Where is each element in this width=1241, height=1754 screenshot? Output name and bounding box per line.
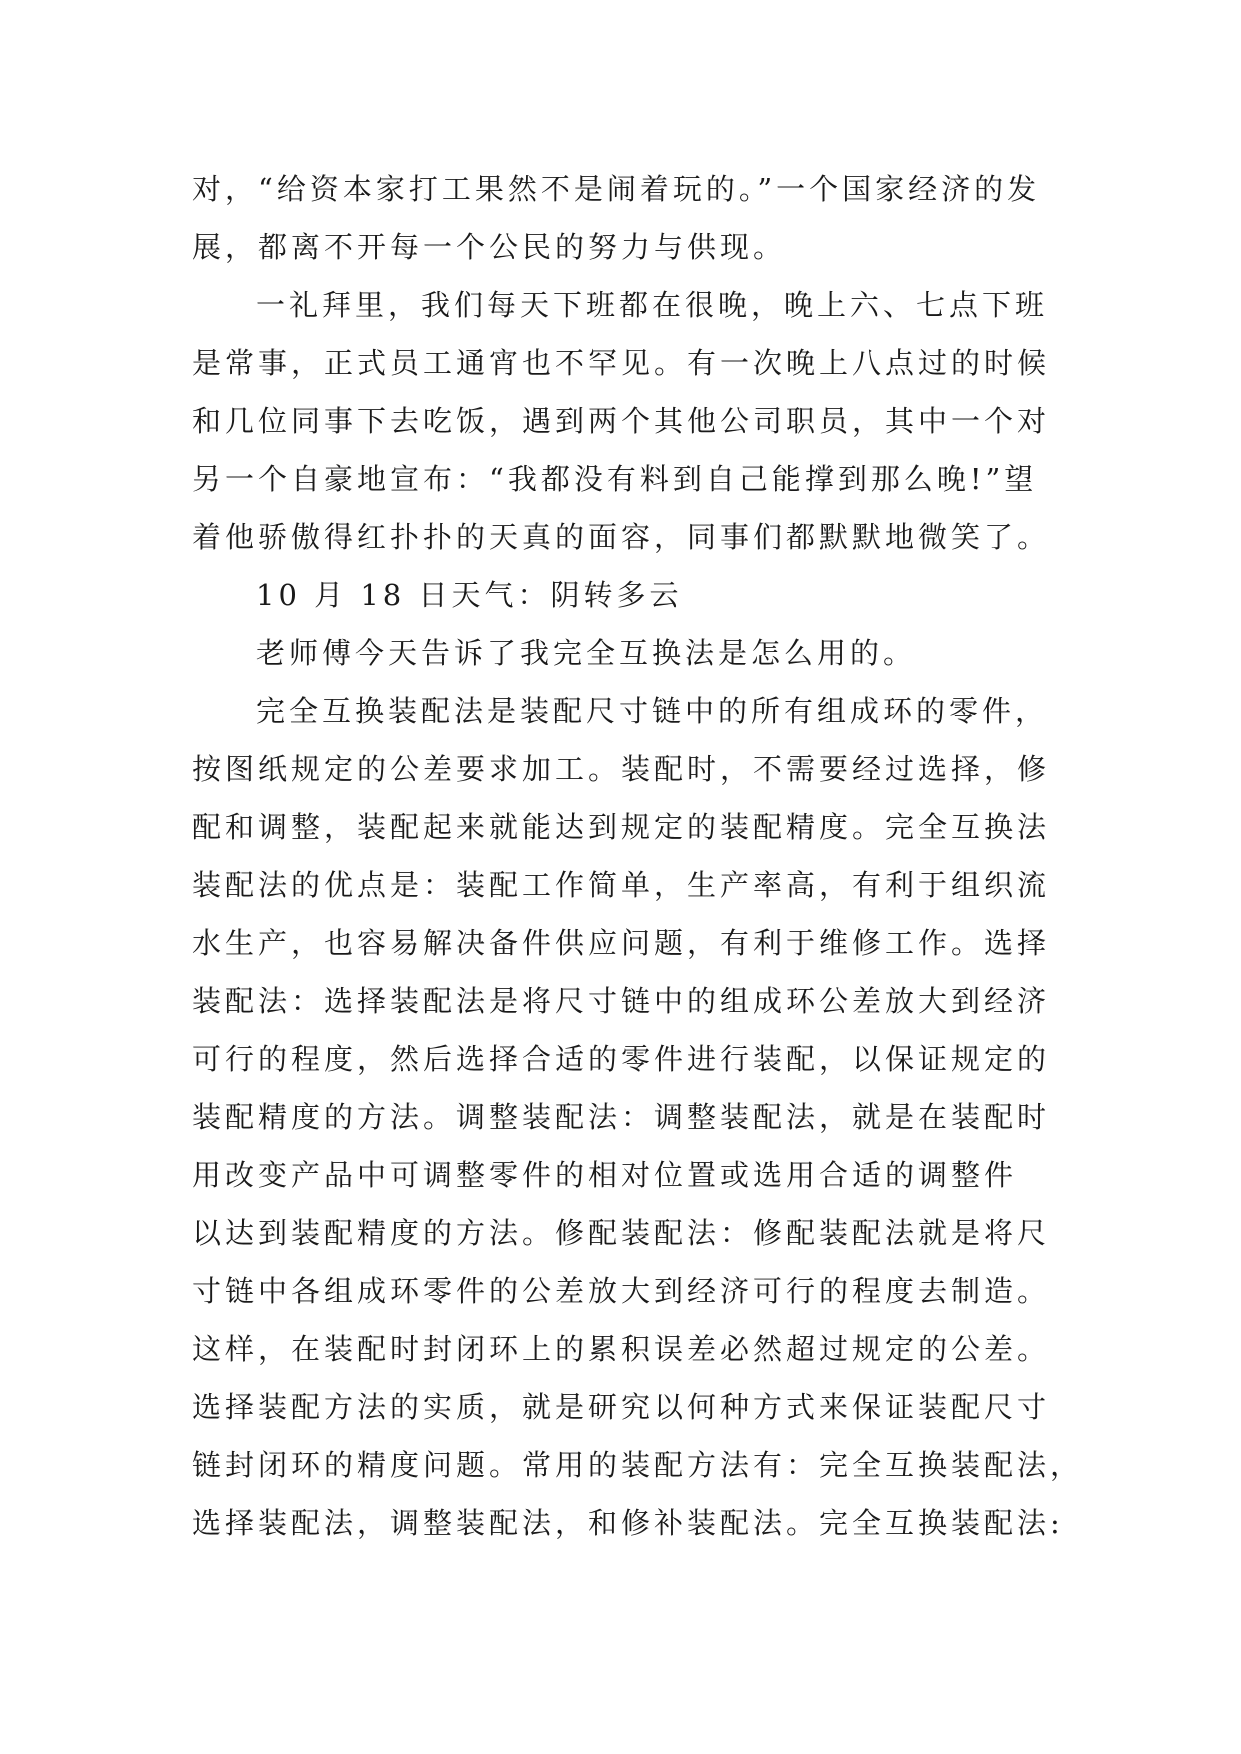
text-line: 老师傅今天告诉了我完全互换法是怎么用的。	[256, 636, 917, 670]
text-line: 按图纸规定的公差要求加工。装配时，不需要经过选择，修	[192, 752, 1051, 786]
text-line: 展，都离不开每一个公民的努力与供现。	[192, 230, 787, 264]
text-line: 以达到装配精度的方法。修配装配法：修配装配法就是将尺	[192, 1216, 1051, 1250]
text-line: 装配法的优点是：装配工作简单，生产率高，有利于组织流	[192, 868, 1051, 902]
text-line: 寸链中各组成环零件的公差放大到经济可行的程度去制造。	[192, 1274, 1051, 1308]
text-line: 用改变产品中可调整零件的相对位置或选用合适的调整件	[192, 1158, 1018, 1192]
body-text	[192, 160, 1082, 1552]
text-line: 这样，在装配时封闭环上的累积误差必然超过规定的公差。	[192, 1332, 1051, 1366]
text-line: 装配法：选择装配法是将尺寸链中的组成环公差放大到经济	[192, 984, 1051, 1018]
text-line: 可行的程度，然后选择合适的零件进行装配，以保证规定的	[192, 1042, 1051, 1076]
text-line: 和几位同事下去吃饭，遇到两个其他公司职员，其中一个对	[192, 404, 1051, 438]
text-line: 对，“给资本家打工果然不是闹着玩的。”一个国家经济的发	[192, 172, 1041, 206]
text-line: 一礼拜里，我们每天下班都在很晚，晚上六、七点下班	[256, 288, 1049, 322]
text-line: 配和调整，装配起来就能达到规定的装配精度。完全互换法	[192, 810, 1051, 844]
date-weather-line: 10 月 18 日天气：阴转多云	[256, 578, 683, 612]
text-line: 装配精度的方法。调整装配法：调整装配法，就是在装配时	[192, 1100, 1051, 1134]
text-line: 另一个自豪地宣布：“我都没有料到自己能撑到那么晚!”望	[192, 462, 1038, 496]
text-line: 完全互换装配法是装配尺寸链中的所有组成环的零件，	[256, 694, 1049, 728]
text-line: 水生产，也容易解决备件供应问题，有利于维修工作。选择	[192, 926, 1051, 960]
text-line: 链封闭环的精度问题。常用的装配方法有：完全互换装配法，	[192, 1448, 1084, 1482]
text-line: 着他骄傲得红扑扑的天真的面容，同事们都默默地微笑了。	[192, 520, 1051, 554]
text-line: 选择装配方法的实质，就是研究以何种方式来保证装配尺寸	[192, 1390, 1051, 1424]
text-line: 是常事，正式员工通宵也不罕见。有一次晚上八点过的时候	[192, 346, 1051, 380]
text-line: 选择装配法，调整装配法，和修补装配法。完全互换装配法:	[192, 1506, 1064, 1540]
